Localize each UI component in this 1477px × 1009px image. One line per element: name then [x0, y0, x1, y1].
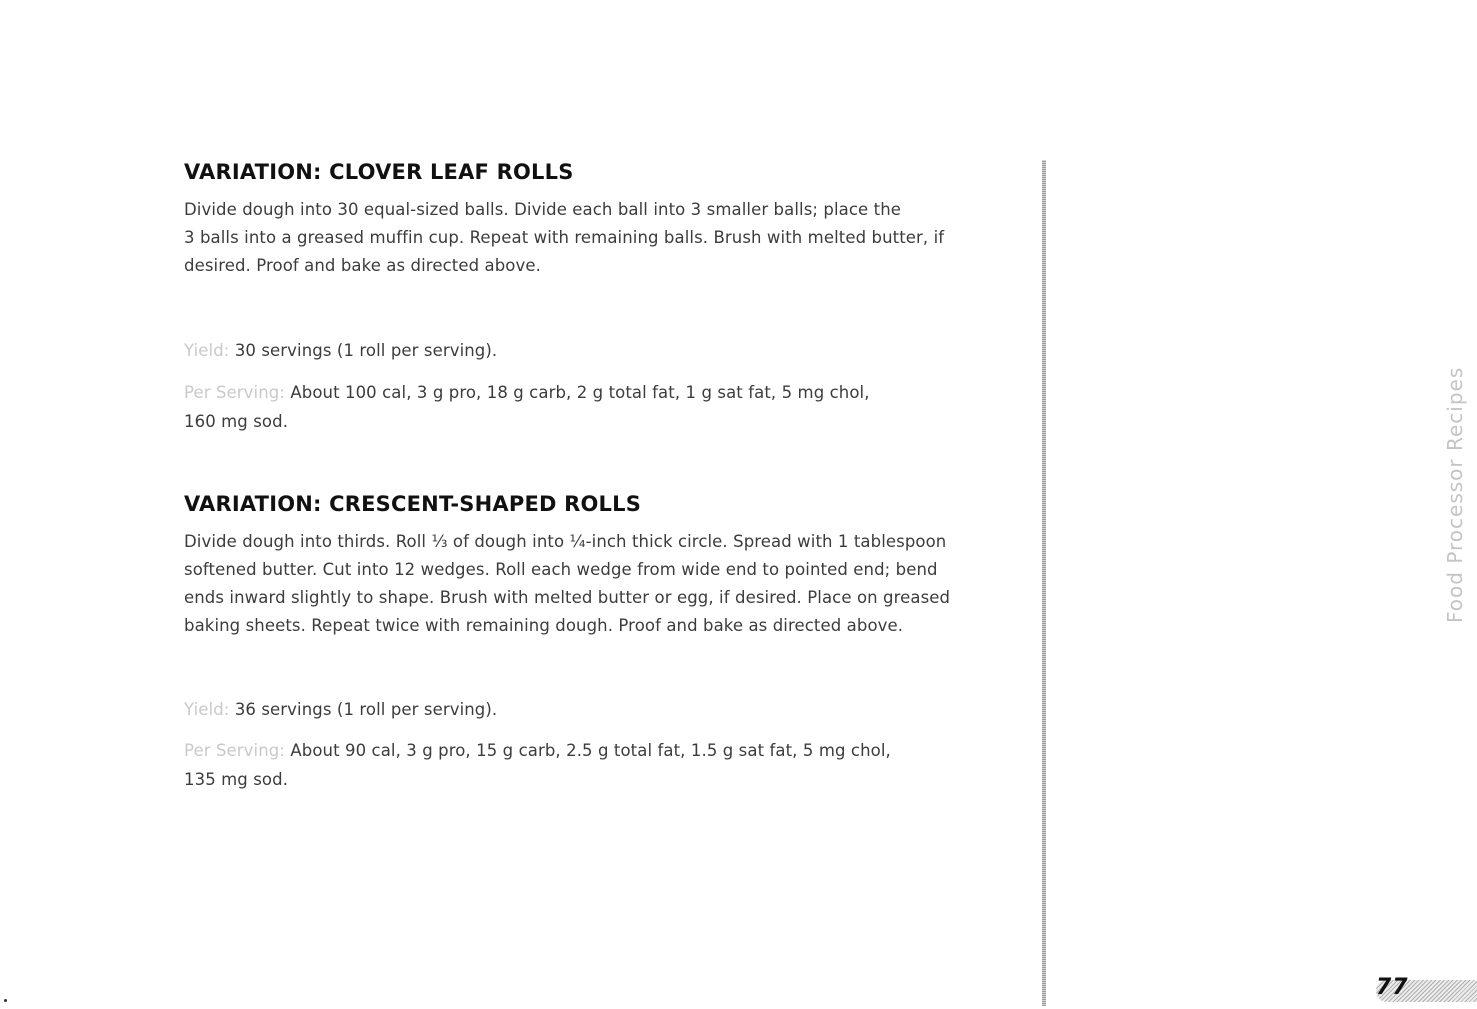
paragraph-line: desired. Proof and bake as directed above. — [184, 256, 541, 275]
yield-value: 30 servings (1 roll per serving). — [234, 341, 498, 360]
yield-label: Yield: — [184, 341, 230, 360]
side-section-title: Food Processor Recipes — [1443, 366, 1467, 623]
paragraph-line: Divide dough into thirds. Roll ⅓ of dough into ¼-inch thick circle. Spread with 1 tablespoon — [184, 532, 947, 551]
section-heading-crescent: VARIATION: CRESCENT-SHAPED ROLLS — [184, 492, 642, 516]
section-heading-clover-leaf: VARIATION: CLOVER LEAF ROLLS — [184, 160, 574, 184]
yield-line — [184, 700, 497, 719]
paragraph-line: ends inward slightly to shape. Brush with melted butter or egg, if desired. Place on greased — [184, 588, 951, 607]
paragraph-line: Divide dough into 30 equal-sized balls. Divide each ball into 3 smaller balls; place the — [184, 200, 902, 219]
paragraph-line: baking sheets. Repeat twice with remaining dough. Proof and bake as directed above. — [184, 616, 904, 635]
yield-line — [184, 341, 497, 360]
yield-value: 36 servings (1 roll per serving). — [234, 700, 498, 719]
per-serving-line — [184, 383, 870, 402]
per-serving-label: Per Serving: — [184, 383, 285, 402]
vertical-divider-rule — [1042, 160, 1046, 1006]
yield-label: Yield: — [184, 700, 230, 719]
per-serving-continuation: 135 mg sod. — [184, 770, 289, 789]
per-serving-line — [184, 741, 891, 760]
scan-speck — [4, 999, 7, 1002]
per-serving-value: About 100 cal, 3 g pro, 18 g carb, 2 g total fat, 1 g sat fat, 5 mg chol, — [290, 383, 870, 402]
per-serving-continuation: 160 mg sod. — [184, 412, 289, 431]
paragraph-line: softened butter. Cut into 12 wedges. Roll each wedge from wide end to pointed end; bend — [184, 560, 938, 579]
page-number: 77 — [1376, 975, 1409, 1000]
per-serving-label: Per Serving: — [184, 741, 285, 760]
paragraph-line: 3 balls into a greased muffin cup. Repeat with remaining balls. Brush with melted butter, if — [184, 228, 945, 247]
per-serving-value: About 90 cal, 3 g pro, 15 g carb, 2.5 g total fat, 1.5 g sat fat, 5 mg chol, — [290, 741, 891, 760]
